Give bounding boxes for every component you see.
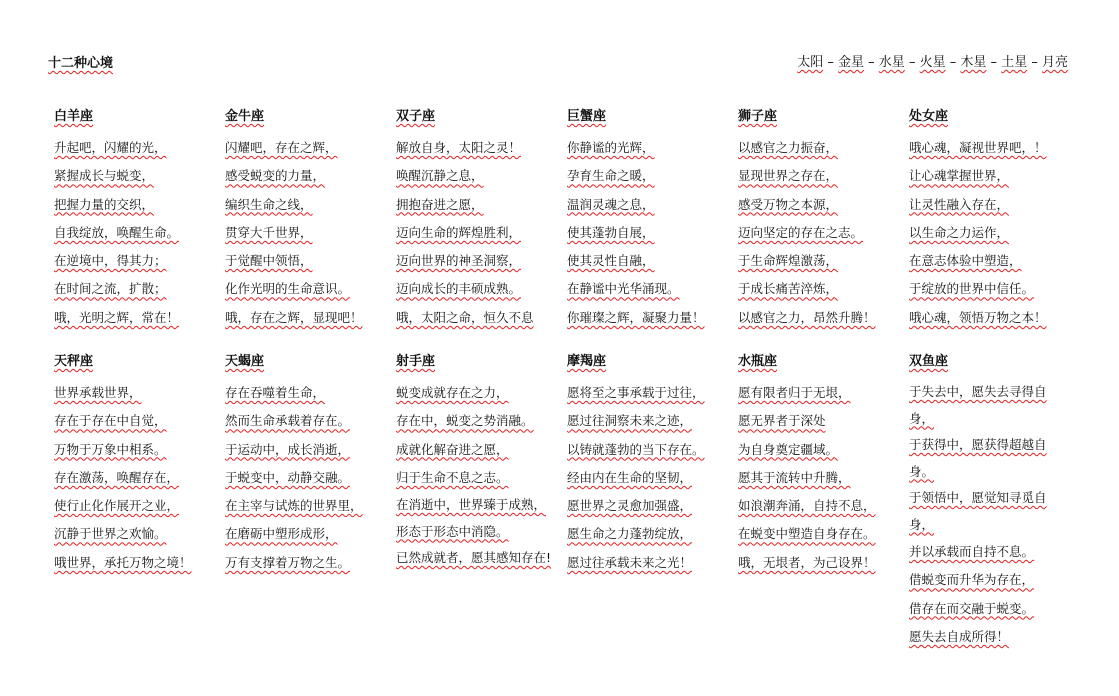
verse-line: 于失去中，愿失去寻得自身， bbox=[909, 384, 1047, 426]
verse-line: 你静谧的光辉， bbox=[567, 140, 655, 155]
signs-row-2 bbox=[54, 352, 1080, 651]
verse-line: 已然成就者，愿其感知存在! bbox=[396, 550, 552, 566]
sign-title: 金牛座 bbox=[225, 109, 265, 124]
verse-line: 以铸就蓬勃的当下存在。 bbox=[567, 441, 705, 457]
verse-line: 把握力量的交织， bbox=[54, 196, 155, 212]
sign-title: 水瓶座 bbox=[738, 354, 778, 369]
verse-line: 愿其于流转中升腾， bbox=[738, 469, 851, 485]
sign-column-sagittarius bbox=[396, 352, 567, 651]
verse-line: 拥抱奋进之愿， bbox=[396, 196, 484, 212]
verse-line: 于生命辉煌激荡， bbox=[738, 253, 839, 269]
verse-line: 自我绽放，唤醒生命。 bbox=[54, 224, 180, 240]
verse-line: 归于生命不息之志。 bbox=[396, 469, 509, 485]
verse-line: 于觉醒中领悟， bbox=[225, 253, 313, 269]
verse-line: 于获得中，愿获得超越自身。 bbox=[909, 437, 1047, 479]
sign-column-libra bbox=[54, 352, 225, 651]
verse-line: 在磨砺中塑形成形， bbox=[225, 526, 338, 542]
verse-line: 万有支撑着万物之生。 bbox=[225, 554, 351, 570]
verse-line: 于蜕变中，动静交融。 bbox=[225, 469, 351, 485]
verse-line: 让心魂掌握世界， bbox=[909, 168, 1010, 184]
verse-line: 于成长痛苦淬炼， bbox=[738, 281, 839, 297]
verse-line: 存在激荡，唤醒存在， bbox=[54, 469, 180, 485]
signs-row-1 bbox=[54, 107, 1080, 332]
verse-line: 在逆境中，得其力； bbox=[54, 253, 167, 269]
verse-line: 在主宰与试炼的世界里， bbox=[225, 498, 363, 514]
sign-column-scorpio bbox=[225, 352, 396, 651]
verse-line: 世界承载世界， bbox=[54, 385, 142, 400]
verse-line: 唤醒沉静之息， bbox=[396, 168, 484, 184]
verse-line: 编织生命之线， bbox=[225, 196, 313, 212]
verse-line: 解放自身，太阳之灵！ bbox=[396, 140, 522, 155]
verse-line: 哦，光明之辉，常在！ bbox=[54, 309, 180, 325]
verse-line: 沉静于世界之欢愉。 bbox=[54, 526, 167, 542]
sign-title: 天秤座 bbox=[54, 354, 94, 369]
sign-title: 天蝎座 bbox=[225, 354, 265, 369]
separator: – bbox=[949, 55, 957, 70]
verse-line: 让灵性融入存在， bbox=[909, 196, 1010, 212]
sign-column-pisces bbox=[909, 352, 1080, 651]
planet-mars: 火星 bbox=[919, 55, 946, 70]
verse-line: 借存在而交融于蜕变。 bbox=[909, 600, 1035, 616]
sign-title: 摩羯座 bbox=[567, 354, 607, 369]
verse-line: 迈向成长的丰硕成熟。 bbox=[396, 281, 522, 297]
verse-line: 以生命之力运作， bbox=[909, 224, 1010, 240]
verse-line: 迈向世界的神圣洞察， bbox=[396, 253, 522, 269]
verse-line: 愿过往承载未来之光！ bbox=[567, 554, 693, 570]
verse-line: 借蜕变而升华为存在， bbox=[909, 572, 1035, 588]
sign-column-aries bbox=[54, 107, 225, 332]
sign-title: 巨蟹座 bbox=[567, 109, 607, 124]
planet-sun: 太阳 bbox=[797, 55, 824, 70]
sign-column-gemini bbox=[396, 107, 567, 332]
sign-column-taurus bbox=[225, 107, 396, 332]
verse-line: 化作光明的生命意识。 bbox=[225, 281, 351, 297]
separator: – bbox=[908, 55, 916, 70]
document-title: 十二种心境 bbox=[48, 56, 114, 71]
verse-line: 于绽放的世界中信任。 bbox=[909, 281, 1035, 297]
separator: – bbox=[868, 55, 875, 70]
verse-line: 然而生命承载着存在。 bbox=[225, 413, 351, 429]
verse-line: 在消逝中，世界臻于成熟，形态于形态中消隐。 bbox=[396, 497, 547, 539]
planet-mercury: 水星 bbox=[878, 55, 905, 70]
planets-sequence bbox=[797, 51, 1068, 70]
verse-line: 在意志体验中塑造， bbox=[909, 253, 1022, 269]
verse-line: 为自身奠定疆域。 bbox=[738, 441, 839, 457]
verse-line: 使其灵性自融， bbox=[567, 253, 655, 269]
verse-line: 愿生命之力蓬勃绽放， bbox=[567, 526, 693, 542]
verse-line: 迈向坚定的存在之志。 bbox=[738, 224, 864, 240]
verse-line: 在时间之流，扩散； bbox=[54, 281, 167, 297]
verse-line: 愿有限者归于无垠， bbox=[738, 385, 851, 400]
planet-saturn: 土星 bbox=[1001, 55, 1028, 70]
verse-line: 以感官之力，昂然升腾！ bbox=[738, 309, 876, 325]
planet-moon: 月亮 bbox=[1041, 55, 1068, 70]
sign-title: 双鱼座 bbox=[909, 354, 949, 369]
verse-line: 于运动中，成长消逝， bbox=[225, 441, 351, 457]
verse-line: 使行止化作展开之业， bbox=[54, 498, 180, 514]
verse-line: 经由内在生命的坚韧， bbox=[567, 469, 693, 485]
sign-title: 双子座 bbox=[396, 109, 436, 124]
verse-line: 以感官之力振奋， bbox=[738, 140, 839, 155]
verse-line: 存在中，蜕变之势消融。 bbox=[396, 413, 534, 429]
verse-line: 哦，存在之辉，显现吧！ bbox=[225, 309, 363, 325]
verse-line: 蜕变成就存在之力， bbox=[396, 385, 509, 400]
verse-line: 愿失去自成所得！ bbox=[909, 628, 1010, 644]
verse-line: 显现世界之存在， bbox=[738, 168, 839, 184]
verse-line: 在蜕变中塑造自身存在。 bbox=[738, 526, 876, 542]
verse-line: 使其蓬勃自展， bbox=[567, 224, 655, 240]
verse-line: 升起吧，闪耀的光， bbox=[54, 140, 167, 155]
sign-title: 狮子座 bbox=[738, 109, 778, 124]
verse-line: 存在于存在中自觉， bbox=[54, 413, 167, 429]
verse-line: 哦，无垠者，为己设界！ bbox=[738, 554, 876, 570]
sign-column-leo bbox=[738, 107, 909, 332]
sign-title: 处女座 bbox=[909, 109, 949, 124]
verse-line: 迈向生命的辉煌胜利， bbox=[396, 224, 522, 240]
verse-line: 紧握成长与蜕变， bbox=[54, 168, 155, 184]
verse-line: 在静谧中光华涌现。 bbox=[567, 281, 680, 297]
sign-column-capricorn bbox=[567, 352, 738, 651]
verse-line: 哦，太阳之命，恒久不息 bbox=[396, 309, 534, 325]
verse-line: 闪耀吧，存在之辉， bbox=[225, 140, 338, 155]
verse-line: 贯穿大千世界， bbox=[225, 224, 313, 240]
verse-line: 愿无界者于深处 bbox=[738, 413, 826, 429]
planet-venus: 金星 bbox=[838, 55, 865, 70]
separator: – bbox=[990, 55, 998, 70]
separator: – bbox=[827, 55, 834, 70]
sign-title: 射手座 bbox=[396, 354, 436, 369]
sign-title: 白羊座 bbox=[54, 109, 94, 124]
verse-line: 感受蜕变的力量， bbox=[225, 168, 326, 184]
verse-line: 存在吞噬着生命， bbox=[225, 385, 326, 400]
verse-line: 万物于万象中相系。 bbox=[54, 441, 167, 457]
verse-line: 哦心魂，领悟万物之本！ bbox=[909, 309, 1047, 325]
verse-line: 成就化解奋进之愿， bbox=[396, 441, 509, 457]
sign-column-virgo bbox=[909, 107, 1080, 332]
verse-line: 并以承载而自持不息。 bbox=[909, 544, 1035, 559]
verse-line: 感受万物之本源， bbox=[738, 196, 839, 212]
separator: – bbox=[1031, 55, 1038, 70]
planet-jupiter: 木星 bbox=[960, 55, 987, 70]
verse-line: 孕育生命之暖， bbox=[567, 168, 655, 184]
verse-line: 哦心魂，凝视世界吧，！ bbox=[909, 140, 1047, 155]
verse-line: 于领悟中，愿觉知寻觅自身， bbox=[909, 490, 1047, 532]
verse-line: 温润灵魂之息， bbox=[567, 196, 655, 212]
verse-line: 哦世界，承托万物之境！ bbox=[54, 554, 192, 570]
verse-line: 愿世界之灵愈加强盛， bbox=[567, 498, 693, 514]
verse-line: 愿过往洞察未来之迹， bbox=[567, 413, 693, 429]
verse-line: 你璀璨之辉，凝聚力量！ bbox=[567, 309, 705, 325]
verse-line: 如浪潮奔涌，自持不息， bbox=[738, 498, 876, 514]
verse-line: 愿将至之事承载于过往， bbox=[567, 385, 705, 400]
sign-column-cancer bbox=[567, 107, 738, 332]
sign-column-aquarius bbox=[738, 352, 909, 651]
